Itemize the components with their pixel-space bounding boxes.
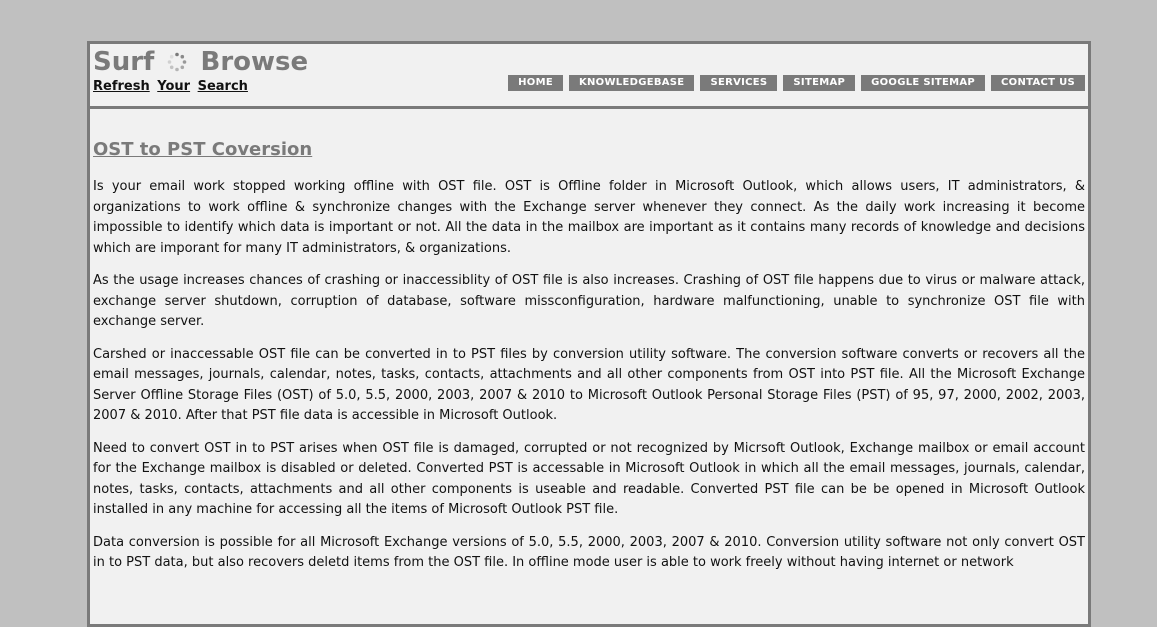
nav-home[interactable]: HOME bbox=[508, 75, 563, 91]
logo-word-right: Browse bbox=[200, 47, 309, 77]
tagline-link-search[interactable]: Search bbox=[197, 79, 248, 94]
nav-knowledgebase[interactable]: KNOWLEDGEBASE bbox=[569, 75, 695, 91]
nav-services[interactable]: SERVICES bbox=[700, 75, 777, 91]
article-paragraph-2: As the usage increases chances of crashing or inaccessiblity of OST file is also increases. Crashing of OST file happens due to virus or malware attack, exchange server shutdown, corruption of database, software missconfiguration, hardware malfunctioning, unable to synchronize OST file with exchange server. bbox=[93, 273, 1085, 329]
article-content bbox=[90, 109, 1088, 574]
site-header bbox=[90, 44, 1088, 109]
article-paragraph-4: Need to convert OST in to PST arises when OST file is damaged, corrupted or not recognized by Micrsoft Outlook, Exchange mailbox or email account for the Exchange mailbox is disabled or deleted. Converted PST is accessable in Microsoft Outlook in which all the email messages, journals, calendar, notes, tasks, contacts, attachments and all other components is useable and readable. Converted PST file can be be opened in Microsoft Outlook installed in any machine for accessing all the items of Microsoft Outlook PST file. bbox=[93, 440, 1085, 517]
logo-word-left: Surf bbox=[93, 47, 155, 77]
site-logo[interactable] bbox=[93, 47, 308, 77]
nav-contact-us[interactable]: CONTACT US bbox=[991, 75, 1085, 91]
article-title[interactable]: OST to PST Coversion bbox=[93, 139, 313, 160]
main-nav bbox=[508, 75, 1085, 91]
page-frame bbox=[87, 41, 1091, 627]
tagline bbox=[93, 79, 251, 94]
article-paragraph-5: Data conversion is possible for all Microsoft Exchange versions of 5.0, 5.5, 2000, 2003, 2007 & 2010. Conversion utility software not only convert OST in to PST data, but also recovers deletd items from the OST file. In offline mode user is able to work freely without having internet or network bbox=[93, 534, 1085, 570]
article-paragraph-3: Carshed or inaccessable OST file can be converted in to PST files by conversion utility software. The conversion software converts or recovers all the email messages, journals, calendar, notes, tasks, contacts, attachments and all other components from OST into PST file. All the Microsoft Exchange Server Offline Storage Files (OST) of 5.0, 5.5, 2000, 2003, 2007 & 2010 to Microsoft Outlook Personal Storage Files (PST) of 95, 97, 2000, 2002, 2003, 2007 & 2010. After that PST file data is accessible in Microsoft Outlook. bbox=[93, 346, 1085, 423]
tagline-link-your[interactable]: Your bbox=[157, 79, 191, 94]
spinner-icon bbox=[167, 52, 187, 72]
tagline-link-refresh[interactable]: Refresh bbox=[93, 79, 150, 94]
nav-sitemap[interactable]: SITEMAP bbox=[783, 75, 855, 91]
article-paragraph-1: Is your email work stopped working offline with OST file. OST is Offline folder in Microsoft Outlook, which allows users, IT administrators, & organizations to work offline & synchronize changes with the Exchange server whenever they connect. As the daily work increasing it become impossible to identify which data is important or not. All the data in the mailbox are important as it contains many records of knowledge and decisions which are imporant for many IT administrators, & organizations. bbox=[93, 179, 1085, 256]
nav-google-sitemap[interactable]: GOOGLE SITEMAP bbox=[861, 75, 985, 91]
